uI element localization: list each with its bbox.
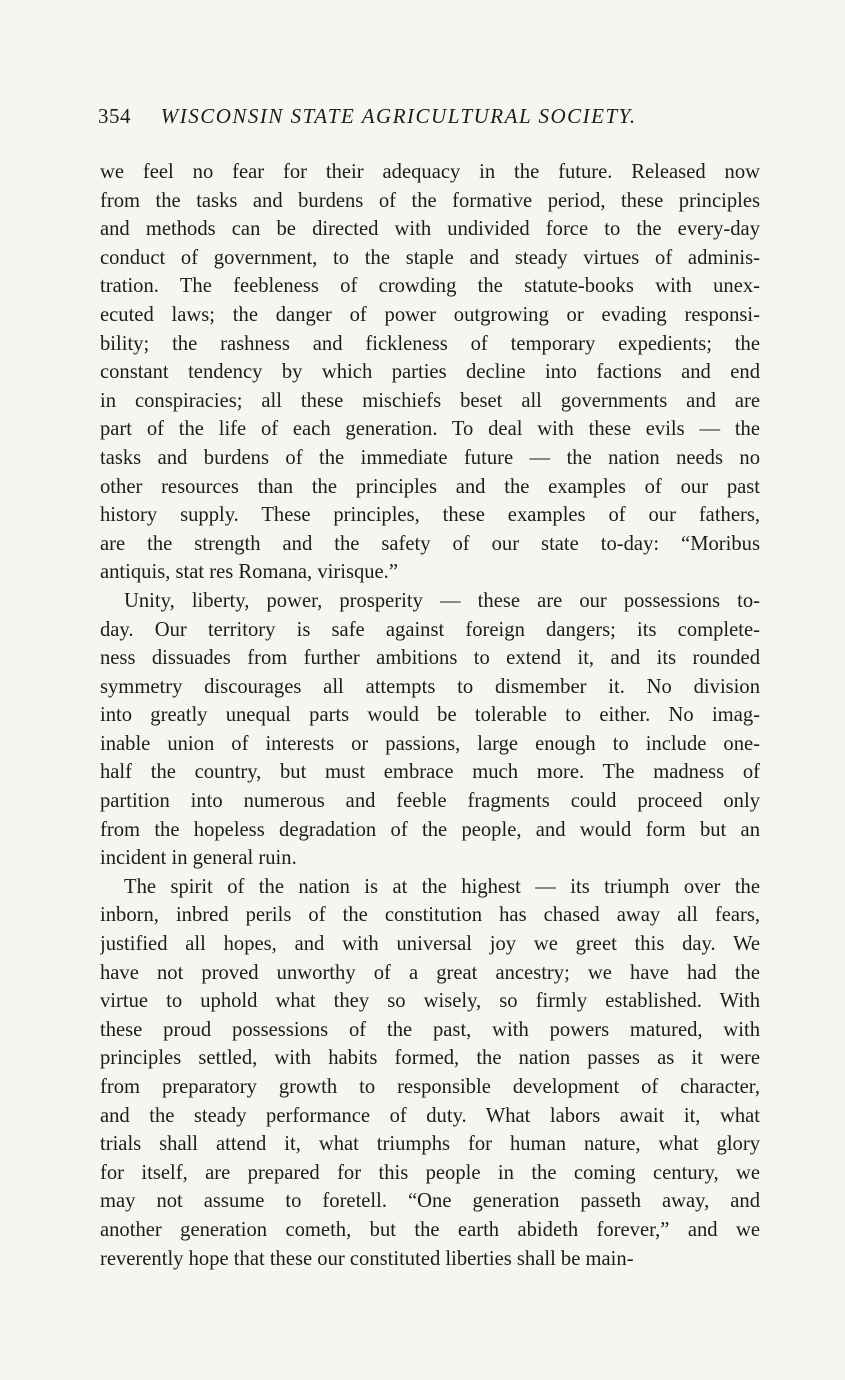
text-line: other resources than the principles and the examples of our past xyxy=(100,475,760,498)
text-line: tasks and burdens of the immediate future — the nation needs no xyxy=(100,446,760,469)
paragraph xyxy=(100,158,760,587)
paragraph xyxy=(100,587,760,873)
text-line: incident in general ruin. xyxy=(100,847,297,870)
text-line: and methods can be directed with undivided force to the every-day xyxy=(100,218,760,241)
text-line: we feel no fear for their adequacy in the future. Released now xyxy=(100,161,760,183)
text-line: bility; the rashness and fickleness of temporary expedients; the xyxy=(100,332,760,355)
text-line: half the country, but must embrace much more. The madness of xyxy=(100,761,760,784)
text-line: in conspiracies; all these mischiefs beset all governments and are xyxy=(100,389,760,412)
text-line: symmetry discourages all attempts to dismember it. No division xyxy=(100,675,760,698)
text-line: The spirit of the nation is at the highest — its triumph over the xyxy=(124,875,760,898)
text-line: into greatly unequal parts would be tolerable to either. No imag- xyxy=(100,704,760,727)
text-line: another generation cometh, but the earth abideth forever,” and we xyxy=(100,1218,760,1241)
text-line: ecuted laws; the danger of power outgrowing or evading responsi- xyxy=(100,303,760,326)
paragraph xyxy=(100,873,760,1273)
text-line: inborn, inbred perils of the constitution has chased away all fears, xyxy=(100,904,760,927)
text-line: constant tendency by which parties decline into factions and end xyxy=(100,361,760,384)
text-line: from preparatory growth to responsible development of character, xyxy=(100,1076,760,1098)
text-line: principles settled, with habits formed, the nation passes as it were xyxy=(100,1047,760,1070)
text-line: part of the life of each generation. To deal with these evils — the xyxy=(100,418,760,441)
text-line: reverently hope that these our constituted liberties shall be main- xyxy=(100,1247,634,1270)
text-line: have not proved unworthy of a great ancestry; we have had the xyxy=(100,961,760,984)
text-line: partition into numerous and feeble fragments could proceed only xyxy=(100,790,760,813)
text-line: trials shall attend it, what triumphs for human nature, what glory xyxy=(100,1133,760,1156)
text-line: ness dissuades from further ambitions to extend it, and its rounded xyxy=(100,647,760,670)
text-line: for itself, are prepared for this people in the coming century, we xyxy=(100,1161,760,1184)
text-line: day. Our territory is safe against foreign dangers; its complete- xyxy=(100,618,760,641)
text-line: from the hopeless degradation of the people, and would form but an xyxy=(100,818,760,841)
text-line: history supply. These principles, these examples of our fathers, xyxy=(100,504,760,527)
text-line: virtue to uphold what they so wisely, so firmly established. With xyxy=(100,990,760,1013)
running-title: WISCONSIN STATE AGRICULTURAL SOCIETY. xyxy=(160,104,637,128)
text-line: conduct of government, to the staple and steady virtues of adminis- xyxy=(100,246,760,269)
body-text xyxy=(100,158,760,1273)
text-line: antiquis, stat res Romana, virisque.” xyxy=(100,561,398,584)
text-line: inable union of interests or passions, large enough to include one- xyxy=(100,732,760,755)
text-line: Unity, liberty, power, prosperity — these are our possessions to- xyxy=(124,589,760,612)
text-line: are the strength and the safety of our state to-day: “Moribus xyxy=(100,532,760,555)
text-line: tration. The feebleness of crowding the statute-books with unex- xyxy=(100,275,760,298)
text-line: these proud possessions of the past, with powers matured, with xyxy=(100,1018,760,1041)
text-line: from the tasks and burdens of the formative period, these principles xyxy=(100,189,760,212)
text-line: may not assume to foretell. “One generation passeth away, and xyxy=(100,1190,760,1213)
running-header xyxy=(98,104,778,129)
text-line: justified all hopes, and with universal joy we greet this day. We xyxy=(100,933,760,956)
page-number: 354 xyxy=(98,104,131,128)
text-line: and the steady performance of duty. What labors await it, what xyxy=(100,1104,760,1127)
